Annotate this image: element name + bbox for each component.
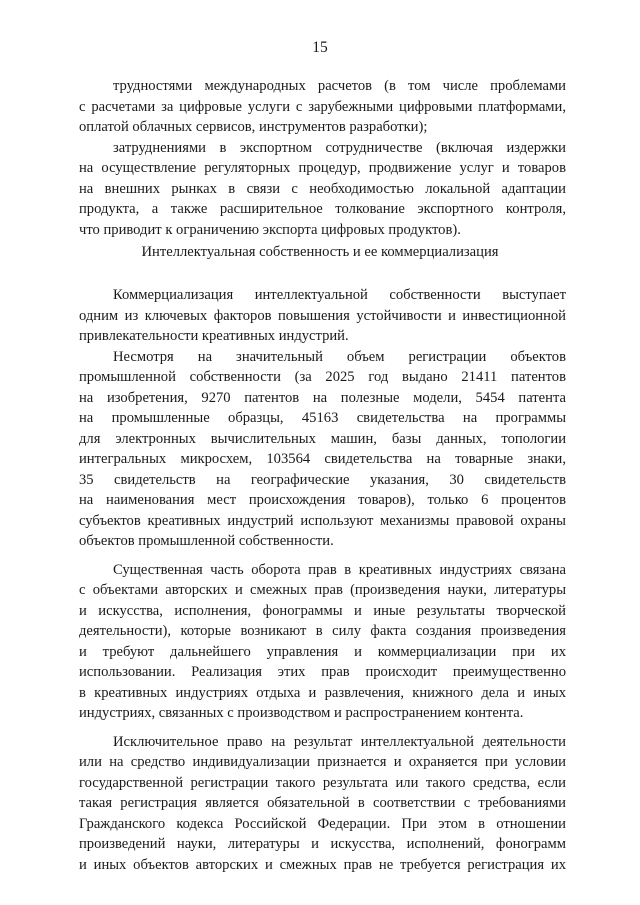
paragraph: [79, 732, 566, 876]
text-line: трудностями международных расчетов (в том числе проблемами: [113, 78, 566, 94]
text-line: и искусства, исполнения, фонограммы и иные результаты творческой: [79, 602, 566, 619]
text-line: государственной регистрации такого результата или такого средства, если: [79, 774, 566, 791]
paragraph: [79, 347, 566, 552]
section-heading: Интеллектуальная собственность и ее коммерциализация: [141, 244, 499, 260]
text-line: с объектами авторских и смежных прав (произведения науки, литературы: [79, 582, 566, 598]
text-line: субъектов креативных индустрий используют механизмы правовой охраны: [79, 512, 566, 529]
paragraph: [79, 285, 566, 347]
text-line: или на средство индивидуализации признается и охраняется при условии: [79, 754, 566, 770]
text-line: произведений науки, литературы и искусства, исполнений, фонограмм: [79, 836, 566, 852]
text-line: в креативных индустриях отдыха и развлечения, книжного дела и иных: [79, 684, 566, 701]
text-line: одним из ключевых факторов повышения устойчивости и инвестиционной: [79, 307, 566, 324]
text-line: Существенная часть оборота прав в креативных индустриях связана: [113, 561, 566, 578]
text-line: промышленной собственности (за 2025 год выдано 21411 патентов: [79, 369, 566, 385]
text-line: продукта, а также расширительное толкование экспортного контроля,: [79, 201, 566, 217]
text-line: на промышленные образцы, 45163 свидетельства на программы: [79, 410, 566, 426]
text-line: на осуществление регуляторных процедур, продвижение услуг и товаров: [79, 160, 566, 176]
text-line: использовании. Реализация этих прав происходит преимущественно: [79, 664, 566, 680]
text-line: что приводит к ограничению экспорта цифровых продуктов).: [79, 221, 461, 238]
text-line: на изобретения, 9270 патентов на полезные модели, 5454 патента: [79, 389, 566, 406]
text-line: Гражданского кодекса Российской Федерации. При этом в отношении: [79, 815, 566, 832]
paragraph: [79, 560, 566, 724]
text-line: и требуют дальнейшего управления и коммерциализации при их: [79, 643, 566, 660]
text-line: Коммерциализация интеллектуальной собственности выступает: [113, 287, 566, 303]
page-number: 15: [312, 39, 328, 56]
text-line: индустриях, связанных с производством и распространением контента.: [79, 705, 524, 721]
text-line: и иных объектов авторских и смежных прав не требуется регистрация их: [79, 856, 566, 873]
text-line: привлекательности креативных индустрий.: [79, 328, 349, 344]
text-line: оплатой облачных сервисов, инструментов разработки);: [79, 119, 428, 135]
text-line: на наименования мест происхождения товаров), только 6 процентов: [79, 492, 566, 508]
text-line: такая регистрация является обязательной в соответствии с требованиями: [79, 795, 566, 811]
text-line: с расчетами за цифровые услуги с зарубежными цифровыми платформами,: [79, 98, 566, 115]
text-line: Несмотря на значительный объем регистрации объектов: [113, 348, 566, 365]
text-line: Исключительное право на результат интеллектуальной деятельности: [113, 733, 566, 750]
text-line: затруднениями в экспортном сотрудничестве (включая издержки: [113, 139, 566, 156]
section-body: [79, 285, 566, 875]
text-line: интегральных микросхем, 103564 свидетельства на товарные знаки,: [79, 451, 566, 467]
text-line: на внешних рынках в связи с необходимостью локальной адаптации: [79, 180, 566, 197]
text-line: 35 свидетельств на географические указания, 30 свидетельств: [79, 471, 566, 488]
text-line: деятельности), которые возникают в силу факта создания произведения: [79, 623, 566, 639]
text-line: объектов промышленной собственности.: [79, 533, 334, 549]
list-continuation: [79, 76, 566, 240]
text-line: для электронных вычислительных машин, базы данных, топологии: [79, 430, 566, 447]
